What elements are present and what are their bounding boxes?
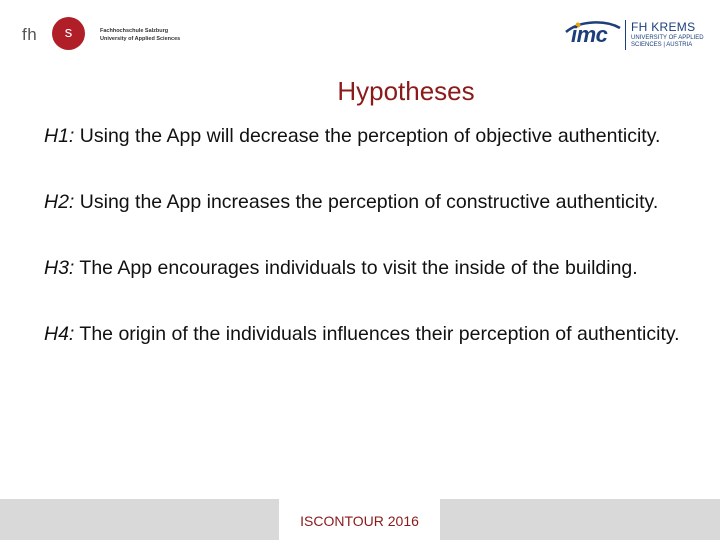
hypothesis-label: H3: (44, 257, 75, 279)
fhs-logo-line1: Fachhochschule Salzburg (100, 28, 169, 34)
hypothesis-item (44, 189, 704, 215)
fhs-logo-text (100, 27, 180, 43)
fh-krems-subtitle (631, 35, 704, 49)
hypothesis-text: The origin of the individuals influences their perception of authenticity. (74, 323, 680, 345)
fh-krems-sub-line1: UNIVERSITY OF APPLIED (631, 35, 704, 41)
hypothesis-label: H4: (44, 323, 75, 345)
fh-salzburg-logo (22, 14, 181, 54)
hypothesis-label: H1: (44, 125, 75, 147)
hypotheses-list (44, 123, 704, 387)
hypothesis-text: Using the App will decrease the perception of objective authenticity. (74, 125, 661, 147)
hypothesis-text: The App encourages individuals to visit the inside of the building. (74, 257, 638, 279)
hypothesis-label: H2: (44, 191, 75, 213)
fhs-logo-circle-letter: s (64, 24, 73, 41)
hypothesis-text: Using the App increases the perception of constructive authenticity. (74, 191, 659, 213)
fhs-logo-line2: University of Applied Sciences (100, 36, 181, 42)
imc-wordmark: imc (571, 22, 608, 47)
fh-krems-sub-line2: SCIENCES | AUSTRIA (631, 42, 693, 48)
hypothesis-item (44, 123, 704, 149)
slide-title: Hypotheses (337, 76, 475, 106)
footer-conference-label: ISCONTOUR 2016 (300, 513, 419, 529)
fh-krems-name: FH KREMS (631, 20, 696, 34)
fhs-logo-letters: fh (22, 25, 38, 44)
logo-divider (625, 20, 626, 50)
hypothesis-item (44, 255, 704, 281)
hypothesis-item (44, 321, 704, 347)
imc-fh-krems-logo (562, 18, 702, 54)
